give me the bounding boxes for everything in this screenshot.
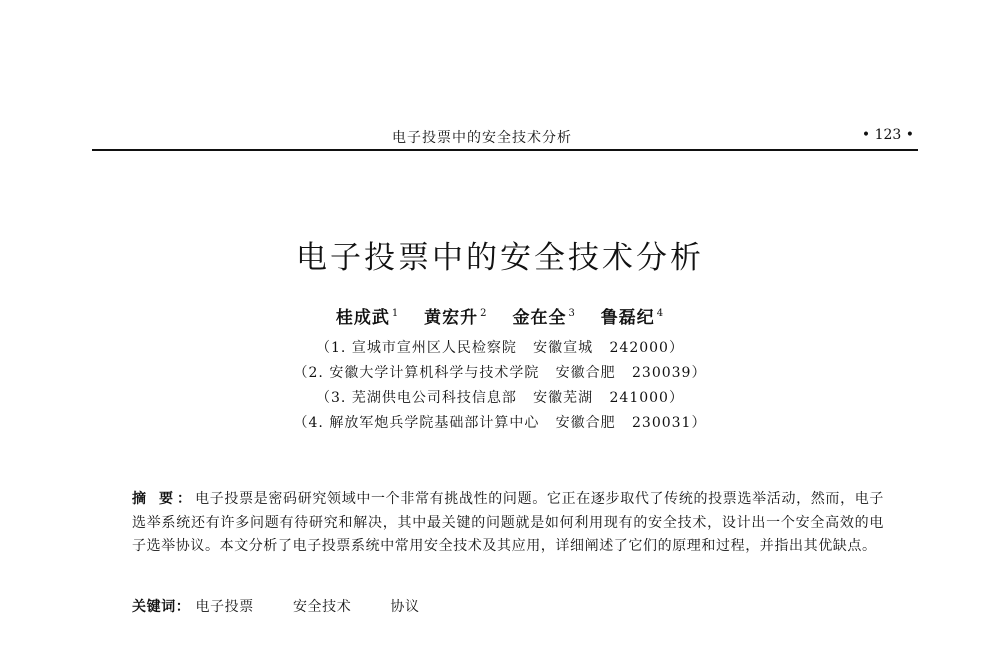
keyword: 电子投票	[195, 599, 254, 615]
affiliation: （3. 芜湖供电公司科技信息部 安徽芜湖 241000）	[316, 390, 684, 406]
author	[601, 308, 664, 328]
keyword: 协议	[390, 599, 420, 615]
author-affiliation-mark: 3	[568, 308, 576, 320]
abstract	[132, 488, 884, 559]
affiliation: （1. 宣城市宣州区人民检察院 安徽宣城 242000）	[316, 340, 684, 356]
keywords	[132, 596, 454, 616]
author	[512, 308, 575, 328]
author-name: 鲁磊纪	[600, 308, 655, 328]
affiliation: （4. 解放军炮兵学院基础部计算中心 安徽合肥 230031）	[293, 415, 707, 431]
author-name: 金在全	[512, 308, 567, 328]
author-affiliation-mark: 4	[656, 308, 665, 320]
running-header	[92, 127, 918, 151]
keyword: 安全技术	[292, 599, 352, 615]
affiliation: （2. 安徽大学计算机科学与技术学院 安徽合肥 230039）	[293, 365, 707, 381]
abstract-label: 摘 要：	[132, 491, 196, 507]
keywords-label: 关键词：	[132, 599, 191, 615]
article-title: 电子投票中的安全技术分析	[296, 240, 704, 276]
running-title: 电子投票中的安全技术分析	[392, 130, 572, 146]
author-name: 桂成武	[335, 308, 390, 328]
author-affiliation-mark: 1	[391, 308, 400, 320]
author	[424, 308, 487, 328]
author	[336, 308, 399, 328]
author-name: 黄宏升	[424, 308, 479, 328]
abstract-text: 电子投票是密码研究领域中一个非常有挑战性的问题。它正在逐步取代了传统的投票选举活动，然而，电子选举系统还有许多问题有待研究和解决，其中最关键的问题就是如何利用现有的安全技术，设计出一个安全高效的电子选举协议。本文分析了电子投票系统中常用安全技术及其应用，详细阐述了它们的原理和过程，并指出其优缺点。	[132, 491, 884, 554]
author-affiliation-mark: 2	[480, 308, 488, 320]
author-list	[0, 303, 1000, 328]
page-number: • 123 •	[861, 127, 914, 143]
